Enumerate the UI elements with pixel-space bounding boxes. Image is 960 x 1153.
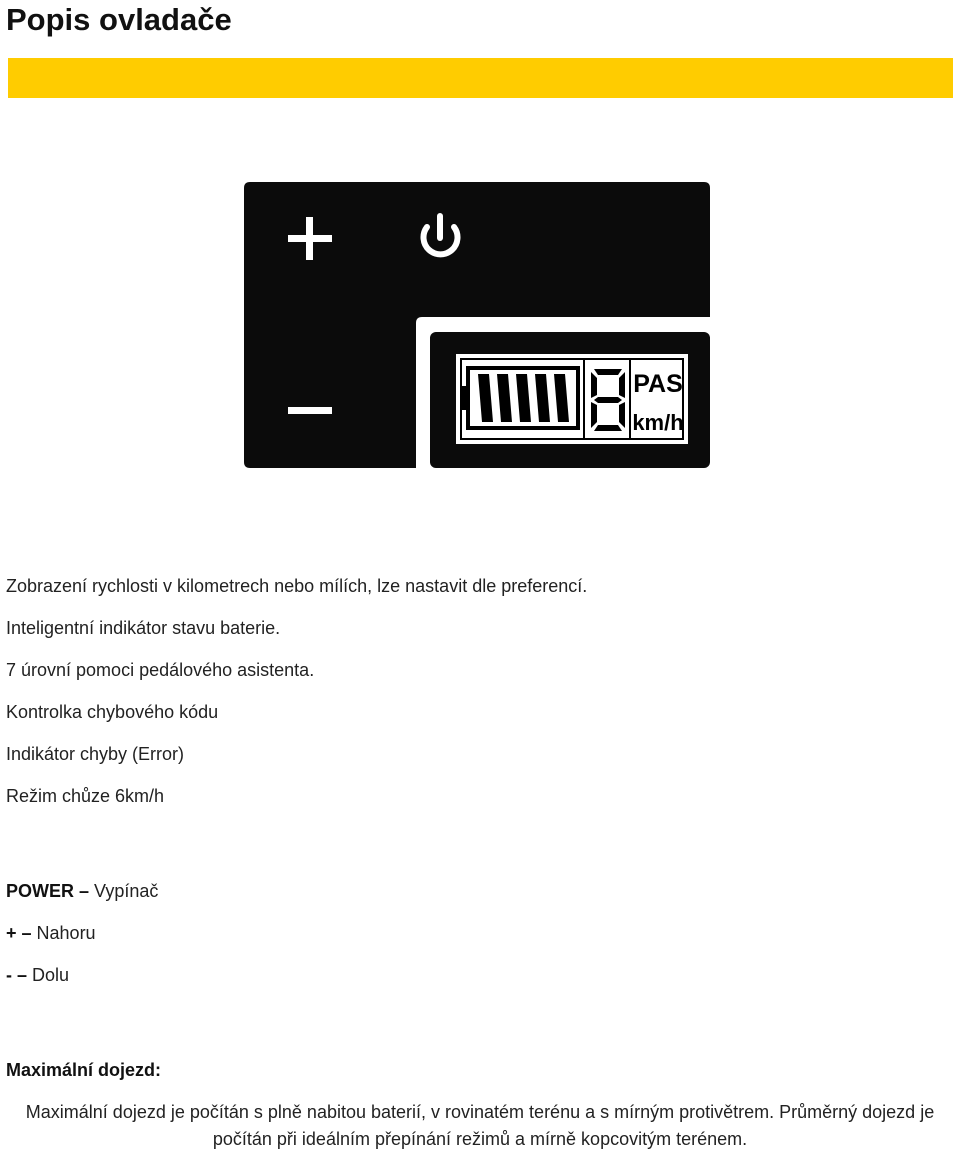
minus-icon [288, 407, 332, 414]
pas-label: PAS [633, 370, 683, 398]
controller-illustration [244, 182, 710, 468]
accent-bar [8, 58, 953, 98]
control-up [6, 921, 96, 945]
feature-assist-levels: 7 úrovní pomoci pedálového asistenta. [6, 660, 315, 680]
feature-error-code: Kontrolka chybového kódu [6, 702, 219, 722]
feature-battery-indicator: Inteligentní indikátor stavu baterie. [6, 618, 281, 638]
control-key: - – [6, 965, 28, 985]
control-key: + – [6, 923, 32, 943]
control-desc: Vypínač [89, 881, 159, 901]
feature-error-indicator: Indikátor chyby (Error) [6, 744, 185, 764]
feature-walk-mode: Režim chůze 6km/h [6, 786, 165, 806]
feature-speed-display: Zobrazení rychlosti v kilometrech nebo mílích, lze nastavit dle preferencí. [6, 576, 588, 596]
unit-label: km/h [632, 410, 684, 435]
control-desc: Nahoru [31, 923, 96, 943]
control-power [6, 879, 158, 903]
range-heading: Maximální dojezd: [6, 1060, 162, 1080]
control-down [6, 963, 69, 987]
page-title: Popis ovladače [6, 2, 232, 37]
range-text: Maximální dojezd je počítán s plně nabitou baterií, v rovinatém terénu a s mírným protivětrem. Průměrný dojezd je počítán při ideálním přepínání režimů a mírně kopcovitým terénem. [25, 1102, 935, 1149]
control-desc: Dolu [27, 965, 70, 985]
control-key: POWER – [6, 881, 90, 901]
